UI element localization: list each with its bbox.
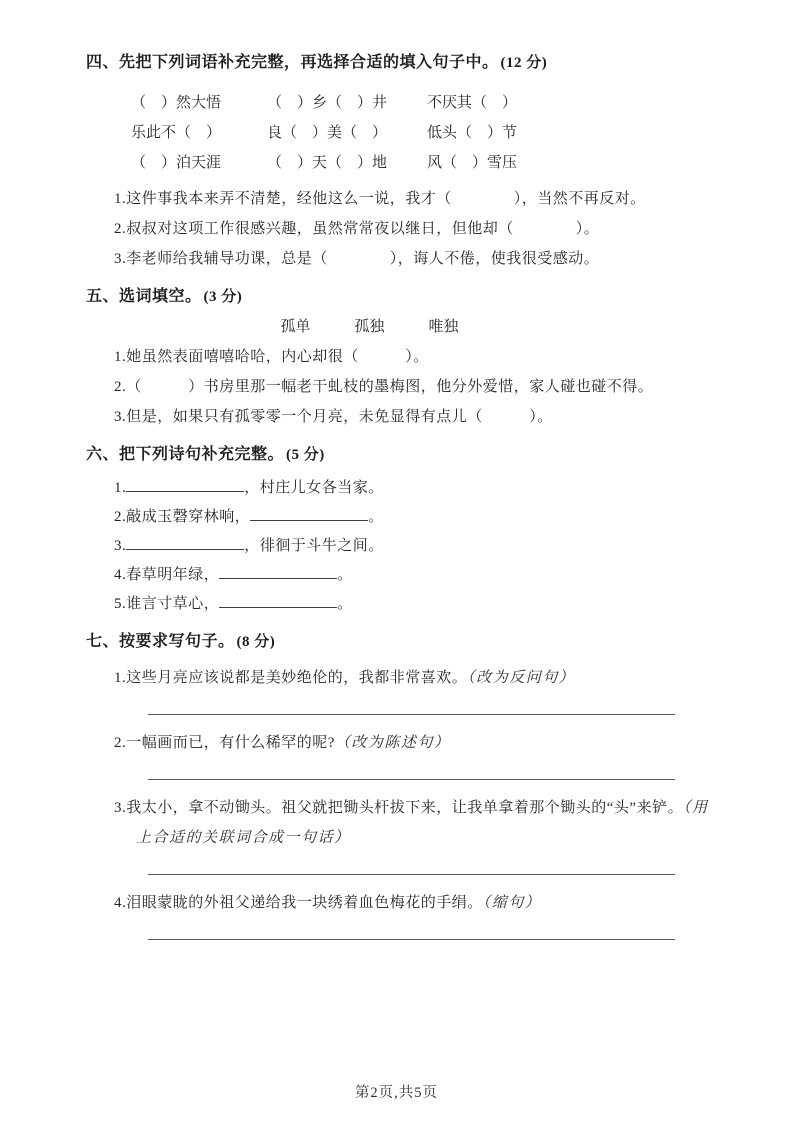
fill-in-sentence: 2.（ ）书房里那一幅老干虬枝的墨梅图，他分外爱惜，家人碰也碰不得。 [114, 379, 654, 395]
answer-line [148, 939, 675, 940]
question-text-line [114, 728, 713, 758]
answer-blank [126, 534, 244, 550]
word-bank-item: 孤单 [280, 319, 311, 335]
word-bank-item: 唯独 [428, 319, 459, 335]
question-text: 4.泪眼蒙眬的外祖父递给我一块绣着血色梅花的手绢。 [114, 895, 483, 911]
section-score: (12 分) [500, 55, 548, 71]
section-four [86, 52, 713, 274]
section-seven-title [86, 631, 713, 653]
section-score: (3 分) [203, 289, 243, 305]
rewrite-question [86, 888, 713, 940]
section-score: (8 分) [236, 634, 276, 650]
question-text: 1.这些月亮应该说都是美妙绝伦的，我都非常喜欢。 [114, 670, 468, 686]
section-five [86, 286, 713, 432]
section-five-title [86, 286, 713, 308]
poem-line [114, 590, 713, 619]
word-blank-item: （ ）天（ ）地 [267, 155, 388, 171]
word-blank-item: （ ）然大悟 [131, 95, 222, 111]
poem-line-text: 2.敲成玉磬穿林响， [114, 509, 251, 525]
rewrite-question [86, 793, 713, 875]
poem-line-text: 。 [337, 567, 353, 583]
section-title-text: 五、选词填空。 [86, 288, 202, 305]
section-six [86, 444, 713, 619]
section-title-text: 六、把下列诗句补充完整。 [86, 446, 285, 463]
poem-line-text: ，村庄儿女各当家。 [244, 480, 384, 496]
question-text-line [114, 888, 713, 918]
answer-blank [219, 592, 337, 608]
fill-in-sentence: 3.李老师给我辅导功课，总是（ ），诲人不倦，使我很受感动。 [114, 251, 600, 267]
word-bank-item: 孤独 [354, 319, 385, 335]
section-four-title [86, 52, 713, 74]
poem-line-text: 5.谁言寸草心， [114, 596, 220, 612]
fill-in-sentence: 2.叔叔对这项工作很感兴趣，虽然常常夜以继日，但他却（ ）。 [114, 221, 600, 237]
word-blank-item: 低头（ ）节 [427, 125, 518, 141]
answer-blank [219, 563, 337, 579]
poem-line-text: 4.春草明年绿， [114, 567, 220, 583]
poem-line [114, 474, 713, 503]
section-title-text: 七、按要求写句子。 [86, 633, 235, 650]
question-text: 3.我太小，拿不动锄头。祖父就把锄头杆拔下来，让我单拿着那个锄头的“头”来铲。 [114, 800, 684, 816]
word-blank-item: （ ）泊天涯 [131, 155, 222, 171]
answer-blank [126, 476, 244, 492]
section-title-text: 四、先把下列词语补充完整，再选择合适的填入句子中。 [86, 54, 499, 71]
question-text-line [114, 793, 713, 853]
poem-list [86, 474, 713, 619]
rewrite-question [86, 663, 713, 715]
answer-line [148, 874, 675, 875]
word-blank-item: 风（ ）雪压 [427, 155, 518, 171]
word-blank-item: 乐此不（ ） [131, 125, 222, 141]
fill-in-sentence: 3.但是，如果只有孤零零一个月亮，未免显得有点儿（ ）。 [114, 409, 553, 425]
question-text: 2.一幅画而已，有什么稀罕的呢? [114, 735, 335, 751]
section-score: (5 分) [286, 447, 325, 463]
poem-line [114, 561, 713, 590]
question-note: （用上合适的关联词合成一句话） [136, 800, 709, 846]
poem-line-text: 1. [114, 480, 127, 496]
word-completion-grid [131, 88, 713, 178]
poem-line [114, 532, 713, 561]
word-bank [86, 314, 653, 340]
answer-blank [250, 505, 368, 521]
fill-in-sentence: 1.这件事我本来弄不清楚，经他这么一说，我才（ ），当然不再反对。 [114, 191, 646, 207]
word-blank-item: 不厌其（ ） [427, 95, 518, 111]
answer-line [148, 779, 675, 780]
section-six-title [86, 444, 713, 466]
question-note: （改为反问句） [467, 670, 576, 686]
fill-in-sentence: 1.她虽然表面嘻嘻哈哈，内心却很（ ）。 [114, 349, 429, 365]
word-blank-item: 良（ ）美（ ） [267, 125, 388, 141]
poem-line-text: 。 [368, 509, 384, 525]
question-note: （改为陈述句） [334, 735, 451, 751]
poem-line-text: 3. [114, 538, 127, 554]
poem-line [114, 503, 713, 532]
poem-line-text: ，徘徊于斗牛之间。 [244, 538, 384, 554]
question-note: （缩句） [482, 895, 542, 911]
rewrite-question [86, 728, 713, 780]
word-blank-item: （ ）乡（ ）井 [267, 95, 388, 111]
question-text-line [114, 663, 713, 693]
poem-line-text: 。 [337, 596, 353, 612]
section-seven [86, 631, 713, 940]
page-number: 第2页,共5页 [354, 1085, 439, 1101]
answer-line [148, 714, 675, 715]
